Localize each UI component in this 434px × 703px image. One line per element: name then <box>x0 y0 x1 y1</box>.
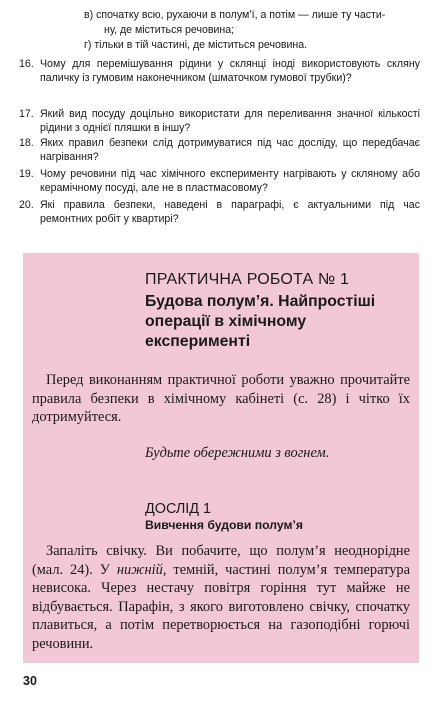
answer-option-v-continued: ну, де міститься речовина; <box>104 24 235 36</box>
question-number: 17. <box>19 108 34 120</box>
fire-warning: Будьте обережними з вогнем. <box>145 445 330 461</box>
intro-paragraph: Перед виконанням практичної роботи уважно прочитайте правила безпеки в хімічному кабінеті (с. 28) і чітко їх дотримуйтеся. <box>32 372 410 425</box>
answer-option-v: в) спочатку всю, рухаючи в полум’ї, а потім — лише ту части- <box>84 9 386 21</box>
question-number: 16. <box>19 58 34 70</box>
experiment-paragraph <box>32 542 410 653</box>
question-text: Який вид посуду доцільно використати для переливання значної кількості рідини з однієї пляшки в іншу? <box>40 108 420 135</box>
question-number: 18. <box>19 137 34 149</box>
question-text: Чому речовини під час хімічного експерименту нагрівають у скляному або керамічному посуді, але не в пластмасовому? <box>40 168 420 195</box>
question-number: 19. <box>19 168 34 180</box>
question-number: 20. <box>19 199 34 211</box>
experiment-title: ДОСЛІД 1 <box>145 501 212 517</box>
emphasized-word: нижній <box>116 561 163 578</box>
experiment-text-start: Запаліть свічку. Ви побачите, що полум’я неоднорідне (мал. 24). У <box>32 543 410 578</box>
question-text: Чому для перемішування рідини у склянці іноді використовують скляну паличку із гумовим наконечником (шматочком гумової трубки)? <box>40 58 420 85</box>
page-number: 30 <box>23 674 37 688</box>
experiment-subtitle: Вивчення будови полум’я <box>145 518 304 532</box>
question-text: Які правила безпеки, наведені в параграфі, є актуальними під час ремонтних робіт у квартирі? <box>40 199 420 226</box>
answer-option-g: г) тільки в тій частині, де міститься речовина. <box>84 39 308 51</box>
question-text: Яких правил безпеки слід дотримуватися під час досліду, що передбачає нагрівання? <box>40 137 420 164</box>
practical-work-subtitle: Будова полум’я. Найпростіші операції в хімічному експерименті <box>145 293 376 350</box>
practical-work-box <box>23 253 419 663</box>
practical-work-title: ПРАКТИЧНА РОБОТА № 1 <box>145 271 350 288</box>
experiment-text-end: , темній, частині полум’я температура невисока. Через нестачу повітря горіння тут майже не відбувається. Парафін, з якого виготовлено свічку, спочатку плавиться, а потім перетворюється на газоподібні горючі речовини. <box>32 561 411 652</box>
